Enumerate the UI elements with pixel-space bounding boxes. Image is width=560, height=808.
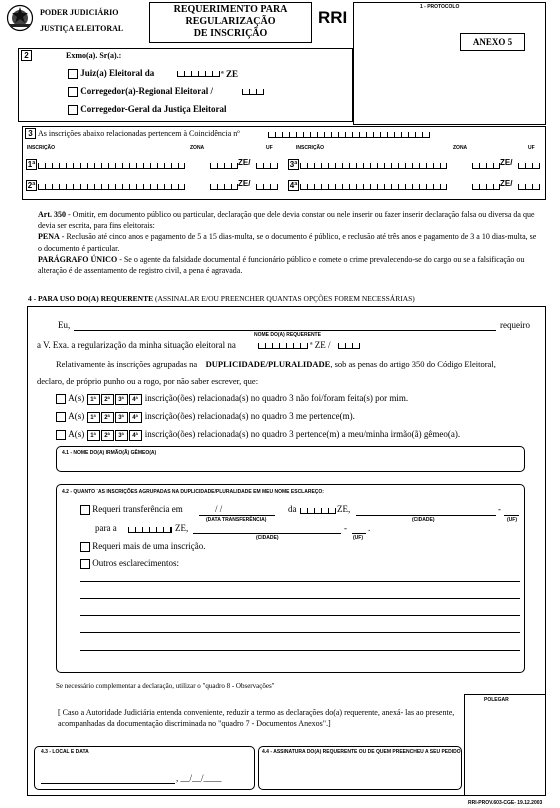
zona-4-field[interactable]	[472, 184, 500, 190]
section-3-number	[25, 128, 36, 139]
pena-paragraph	[38, 231, 538, 253]
uf-4-field[interactable]	[518, 184, 540, 190]
clarification-line-3[interactable]	[80, 615, 520, 616]
ordinal-1-box[interactable]: 1ª	[87, 394, 100, 405]
section-4-heading	[28, 294, 415, 303]
section-2-number-text: 2	[24, 51, 29, 60]
ze-4-label: ZE/	[500, 179, 513, 188]
annex-box	[460, 33, 525, 51]
ordinal-2-box[interactable]: 2ª	[101, 412, 114, 423]
ordinal-1-box[interactable]: 1ª	[87, 412, 100, 423]
transfer-date-slashes: / /	[215, 504, 223, 514]
ordinal-2-box[interactable]: 2ª	[101, 394, 114, 405]
place-field[interactable]	[41, 783, 175, 784]
section-4-title: 4 - PARA USO DO(A) REQUERENTE	[28, 294, 154, 303]
twin-name-label: 4.1 - NOME DO(A) IRMÃO(Ã) GÊMEO(A)	[62, 450, 157, 456]
inscricao-3-label: 3ª	[289, 160, 298, 169]
col-zona-right: ZONA	[453, 145, 468, 151]
option-1-prefix: A(s)	[68, 393, 85, 403]
inscricao-2-label: 2ª	[27, 181, 36, 190]
ordinal-4-box[interactable]: 4ª	[129, 430, 142, 441]
option-1-text: inscrição(ões) relacionada(s) no quadro 3 não foi/foram feita(s) por mim.	[144, 393, 409, 403]
date-field[interactable]: , __/__/____	[176, 773, 222, 783]
paragrafo-label: PARÁGRAFO ÚNICO	[38, 254, 118, 264]
ordinal-3-box[interactable]: 3ª	[115, 412, 128, 423]
checkbox-belongs-to-twin[interactable]	[56, 430, 66, 440]
transfer-uf-caption: (UF)	[507, 517, 517, 523]
paragrafo-text: - Se o agente da falsidade documental é funcionário público e comete o crime prevalecendo-se do cargo ou se a falsificação ou alteração é de assentamento de registro civil, a pena é agravada.	[38, 254, 525, 276]
target-uf-caption: (UF)	[353, 535, 363, 541]
coincidence-intro: As inscrições abaixo relacionadas pertencem à Coincidência nº	[38, 129, 240, 138]
transfer-ze-label: ZE,	[337, 504, 351, 514]
option-2-prefix: A(s)	[68, 411, 85, 421]
eu-label: Eu,	[58, 320, 71, 330]
target-zone-field[interactable]	[128, 527, 172, 533]
title-line3: DE INSCRIÇÃO	[193, 28, 268, 39]
pena-label: PENA	[38, 232, 60, 242]
protocol-label: 1 - PROTOCOLO	[420, 4, 460, 10]
ze-1-label: ZE/	[238, 158, 251, 167]
requester-name-field[interactable]	[74, 330, 496, 331]
declaration-option-2	[56, 411, 355, 423]
regional-uf-field[interactable]	[242, 89, 264, 95]
zona-3-field[interactable]	[472, 163, 500, 169]
complement-note: Se necessário complementar a declaração, utilizar o "quadro 8 - Observações"	[56, 682, 275, 690]
section-2-number	[21, 50, 32, 61]
zona-1-field[interactable]	[210, 163, 238, 169]
option-regional-label: Corregedor(a)-Regional Eleitoral /	[80, 86, 214, 96]
target-period: .	[368, 523, 371, 533]
transfer-city-caption: (CIDADE)	[412, 517, 435, 523]
transfer-para-label: para a	[95, 523, 117, 533]
article-text: - Omitir, em documento público ou particular, declaração que dele devia constar ou nele inserir ou fazer inserir declaração falsa ou diversa da que devia ser escrita, para fins eleitorais:	[38, 210, 535, 231]
regularization-text: a V. Exa. a regularização da minha situação eleitoral na	[37, 340, 236, 350]
transfer-date-caption: (DATA TRANSFERÊNCIA)	[206, 517, 267, 523]
regularization-ze-label: ª ZE /	[310, 340, 331, 350]
col-uf-left: UF	[266, 145, 273, 151]
option-juiz-suffix: ª ZE	[221, 69, 238, 79]
declaration-line2: declaro, de próprio punho ou a rogo, por não saber escrever, que:	[37, 376, 259, 386]
requester-name-caption: NOME DO(A) REQUERENTE	[254, 332, 321, 338]
greeting: Exmo(a). Sr(a).:	[66, 51, 122, 60]
article-label: Art. 350	[38, 210, 66, 219]
authority-note: [ Caso a Autoridade Judiciária entenda conveniente, reduzir a termo as declarações do(a) requerente, anexá- las ao presente, acompanhadas da documentação discriminada no "quadro 7 - Documentos Anexos".]	[58, 708, 455, 728]
other-label: Outros esclarecimentos:	[92, 558, 179, 568]
thumbprint-box[interactable]	[464, 694, 546, 796]
option-geral-row	[68, 104, 226, 115]
regularization-uf-field[interactable]	[338, 343, 360, 349]
org-name-line1: PODER JUDICIÁRIO	[40, 8, 119, 17]
clarification-label: 4.2 - QUANTO `AS INSCRIÇÕES AGRUPADAS NA DUPLICIDADE/PLURALIDADE EM MEU NOME ESCLAREÇO:	[62, 489, 324, 495]
checkbox-other[interactable]	[80, 559, 90, 569]
transfer-dash: -	[498, 504, 501, 514]
checkbox-not-made-by-me[interactable]	[56, 394, 66, 404]
ordinal-4-box[interactable]: 4ª	[129, 394, 142, 405]
coat-of-arms-emblem	[6, 4, 34, 32]
annex-label: ANEXO 5	[472, 37, 513, 47]
other-row	[80, 558, 179, 569]
transfer-zone-field[interactable]	[300, 508, 336, 514]
target-city-caption: (CIDADE)	[256, 535, 279, 541]
transfer-row	[80, 504, 183, 515]
title-line1: REQUERIMENTO PARA	[173, 4, 288, 15]
regularization-zone-field[interactable]	[258, 343, 308, 349]
zone-number-field[interactable]	[177, 71, 220, 77]
inscricao-1-field[interactable]	[38, 163, 185, 169]
transfer-label: Requeri transferência em	[92, 504, 183, 514]
col-zona-left: ZONA	[190, 145, 205, 151]
zona-2-field[interactable]	[210, 184, 238, 190]
uf-2-field[interactable]	[256, 184, 278, 190]
col-inscricao-left: INSCRIÇÃO	[27, 145, 56, 151]
declaration-text-c: , sob as penas do artigo 350 do Código Eleitoral,	[330, 359, 496, 369]
ordinal-4-box[interactable]: 4ª	[129, 412, 142, 423]
pena-text: - Reclusão até cinco anos e pagamento de 5 a 15 dias-multa, se o documento é público, e reclusão até três anos e pagamento de 3 a 10 dias-multa, se o documento é particular.	[38, 232, 537, 253]
section-4-subtitle: (ASSINALAR E/OU PREENCHER QUANTAS OPÇÕES FOREM NECESSÁRIAS)	[154, 294, 415, 303]
transfer-da-label: da	[288, 504, 297, 514]
checkbox-juiz[interactable]	[68, 69, 78, 79]
ze-2-label: ZE/	[238, 179, 251, 188]
place-date-label: 4.3 - LOCAL E DATA	[41, 749, 89, 755]
ordinal-3-box[interactable]: 3ª	[115, 430, 128, 441]
checkbox-multiple[interactable]	[80, 542, 90, 552]
form-title	[149, 4, 312, 40]
declaration-option-1	[56, 393, 408, 405]
title-line2: REGULARIZAÇÃO	[185, 16, 276, 27]
checkbox-belongs-to-me[interactable]	[56, 412, 66, 422]
uf-1-field[interactable]	[256, 163, 278, 169]
ordinal-1-box[interactable]: 1ª	[87, 430, 100, 441]
clarification-line-5[interactable]	[80, 650, 520, 651]
org-name-line2: JUSTIÇA ELEITORAL	[40, 24, 124, 33]
declaration-option-3	[56, 429, 460, 441]
checkbox-regional[interactable]	[68, 87, 78, 97]
checkbox-geral[interactable]	[68, 105, 78, 115]
target-ze-label: ZE,	[175, 523, 189, 533]
option-2-text: inscrição(ões) relacionada(s) no quadro 3 me pertence(m).	[144, 411, 355, 421]
transfer-uf-field[interactable]	[504, 515, 519, 516]
inscricao-3-field[interactable]	[300, 163, 447, 169]
thumbprint-label: POLEGAR	[484, 697, 509, 703]
paragrafo-unico	[38, 254, 538, 276]
protocol-box[interactable]	[353, 2, 546, 125]
checkbox-transfer[interactable]	[80, 505, 90, 515]
clarification-line-1[interactable]	[80, 581, 520, 582]
ze-3-label: ZE/	[500, 158, 513, 167]
col-uf-right: UF	[528, 145, 535, 151]
option-regional-row	[68, 86, 213, 97]
multiple-row	[80, 541, 205, 552]
transfer-city-field[interactable]	[356, 515, 496, 516]
ordinal-2-box[interactable]: 2ª	[101, 430, 114, 441]
section-3-number-text: 3	[28, 129, 33, 138]
target-city-field[interactable]	[193, 533, 341, 534]
target-dash: -	[344, 523, 347, 533]
declaration-text-b: DUPLICIDADE/PLURALIDADE	[205, 359, 331, 369]
transfer-date-field[interactable]	[199, 515, 275, 516]
ordinal-3-box[interactable]: 3ª	[115, 394, 128, 405]
inscricao-4-field[interactable]	[300, 184, 447, 190]
uf-3-field[interactable]	[518, 163, 540, 169]
coincidence-number-field[interactable]	[268, 132, 430, 138]
option-juiz-row	[68, 68, 154, 79]
option-geral-label: Corregedor-Geral da Justiça Eleitoral	[80, 104, 227, 114]
signature-label: 4.4 - ASSINATURA DO(A) REQUERENTE OU DE QUEM PREENCHEU A SEU PEDIDO	[262, 749, 461, 755]
legal-text	[38, 209, 538, 276]
option-juiz-label: Juiz(a) Eleitoral da	[80, 68, 155, 78]
clarification-line-2[interactable]	[80, 598, 520, 599]
requeiro-label: requeiro	[500, 320, 530, 330]
inscricao-1-label: 1ª	[27, 160, 36, 169]
target-uf-field[interactable]	[352, 533, 366, 534]
col-inscricao-right: INSCRIÇÃO	[296, 145, 325, 151]
form-footer-code: RRI-PROV.603-CGE- 19.12.2003	[468, 800, 543, 806]
inscricao-4-label: 4ª	[289, 181, 298, 190]
clarification-line-4[interactable]	[80, 632, 520, 633]
multiple-label: Requeri mais de uma inscrição.	[92, 541, 206, 551]
form-code: RRI	[318, 8, 348, 27]
declaration-text-a: Relativamente às inscrições agrupadas na	[56, 359, 198, 369]
inscricao-2-field[interactable]	[38, 184, 185, 190]
declaration-line1	[56, 359, 496, 369]
article-350	[38, 209, 538, 231]
option-3-prefix: A(s)	[68, 429, 85, 439]
option-3-text: inscrição(ões) relacionada(s) no quadro 3 pertence(m) a meu/minha irmão(ã) gêmeo(a).	[144, 429, 461, 439]
